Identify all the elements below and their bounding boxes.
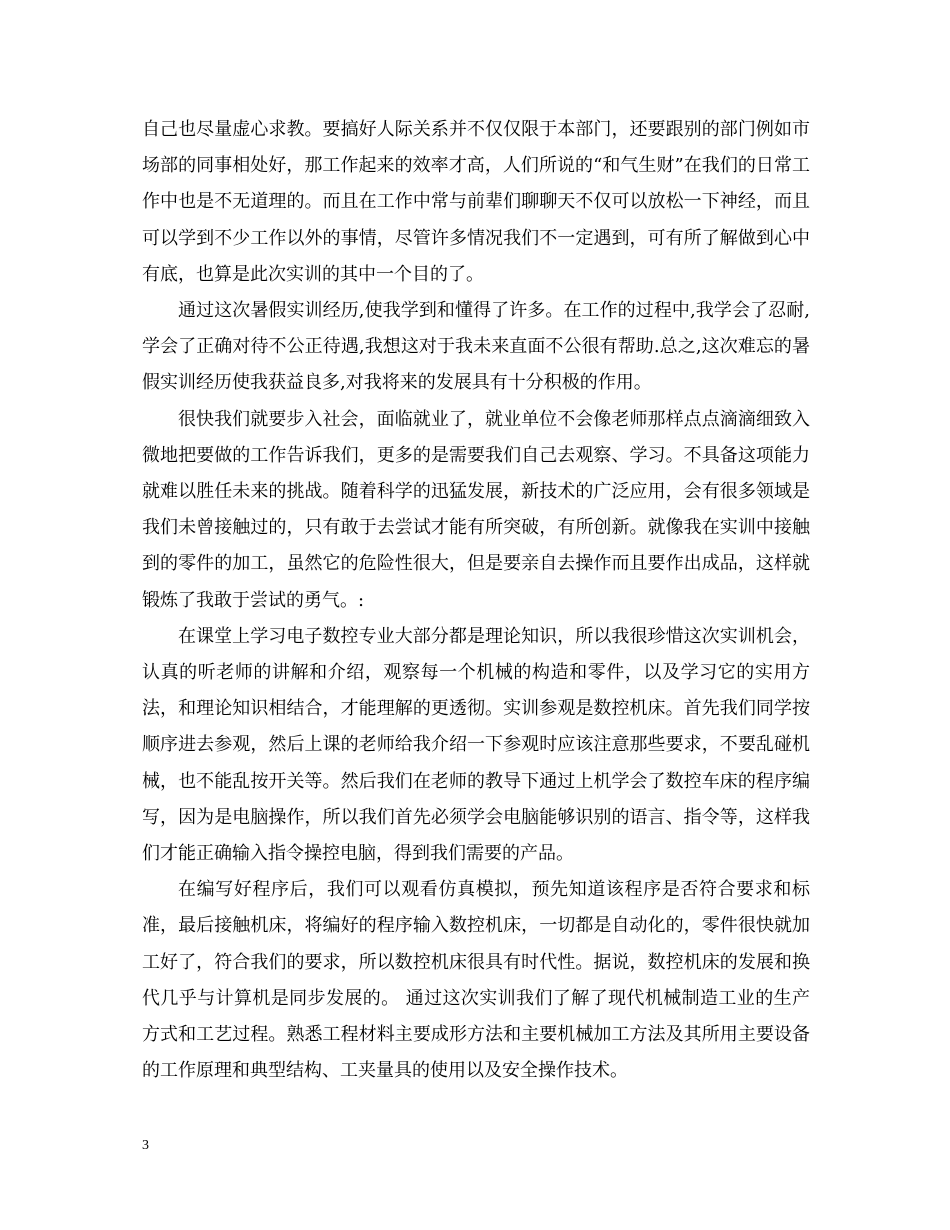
paragraph-3: 很快我们就要步入社会，面临就业了，就业单位不会像老师那样点点滴滴细致入微地把要做的工作告诉我们，更多的是需要我们自己去观察、学习。不具备这项能力就难以胜任未来的挑战。随着科学的迅猛发展，新技术的广泛应用，会有很多领域是我们未曾接触过的，只有敢于去尝试才能有所突破，有所创新。就像我在实训中接触到的零件的加工，虽然它的危险性很大，但是要亲自去操作而且要作出成品，这样就锻炼了我敢于尝试的勇气。: — [142, 408, 810, 611]
document-body — [142, 112, 810, 1089]
paragraph-2: 通过这次暑假实训经历,使我学到和懂得了许多。在工作的过程中,我学会了忍耐,学会了正确对待不公正待遇,我想这对于我未来直面不公很有帮助.总之,这次难忘的暑假实训经历使我获益良多,对我将来的发展具有十分积极的作用。 — [142, 300, 810, 394]
page-number: 3 — [142, 1138, 149, 1153]
paragraph-5: 在编写好程序后，我们可以观看仿真模拟，预先知道该程序是否符合要求和标准，最后接触机床，将编好的程序输入数控机床，一切都是自动化的，零件很快就加工好了，符合我们的要求，所以数控机床很具有时代性。据说，数控机床的发展和换代几乎与计算机是同步发展的。 通过这次实训我们了解了现代机械制造工业的生产方式和工艺过程。熟悉工程材料主要成形方法和主要机械加工方法及其所用主要设备的工作原理和典型结构、工夹量具的使用以及安全操作技术。 — [142, 879, 810, 1082]
paragraph-1: 自己也尽量虚心求教。要搞好人际关系并不仅仅限于本部门，还要跟别的部门例如市场部的同事相处好，那工作起来的效率才高，人们所说的“和气生财”在我们的日常工作中也是不无道理的。而且在工作中常与前辈们聊聊天不仅可以放松一下神经，而且可以学到不少工作以外的事情，尽管许多情况我们不一定遇到，可有所了解做到心中有底，也算是此次实训的其中一个目的了。 — [142, 119, 810, 285]
paragraph-4: 在课堂上学习电子数控专业大部分都是理论知识，所以我很珍惜这次实训机会，认真的听老师的讲解和介绍，观察每一个机械的构造和零件，以及学习它的实用方法，和理论知识相结合，才能理解的更透彻。实训参观是数控机床。首先我们同学按顺序进去参观，然后上课的老师给我介绍一下参观时应该注意那些要求，不要乱碰机械，也不能乱按开关等。然后我们在老师的教导下通过上机学会了数控车床的程序编写，因为是电脑操作，所以我们首先必须学会电脑能够识别的语言、指令等，这样我们才能正确输入指令操控电脑，得到我们需要的产品。 — [142, 625, 810, 865]
